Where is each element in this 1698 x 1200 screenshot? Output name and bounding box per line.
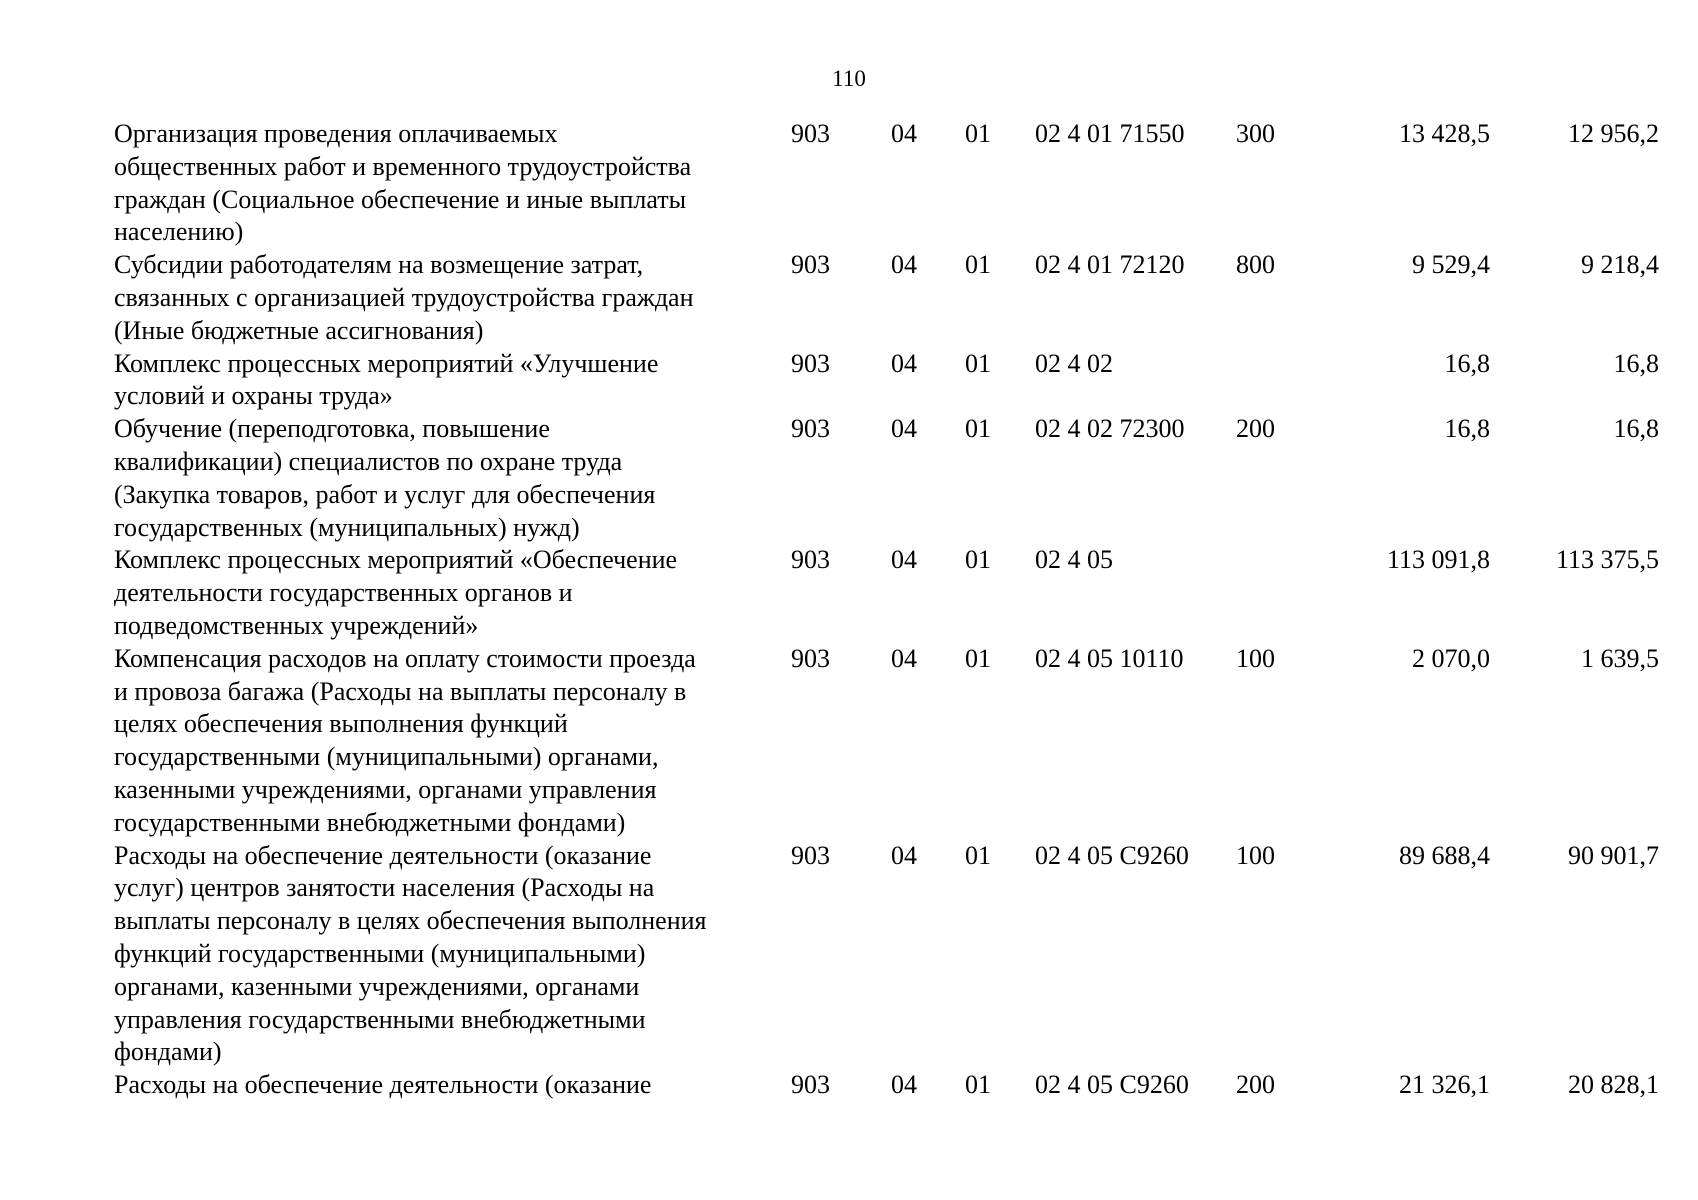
department-code: 903	[791, 414, 830, 444]
section-code: 04	[891, 250, 917, 280]
subsection-code: 01	[965, 643, 991, 673]
row-name: Обучение (переподготовка, повышение квалификации) специалистов по охране труда (Закупка товаров, работ и услуг для обеспечения государственных (муниципальных) нужд)	[114, 414, 656, 542]
row-name: Расходы на обеспечение деятельности (оказание	[114, 1070, 652, 1100]
target-item-code: 02 4 05	[1035, 545, 1113, 575]
amount-year-2: 16,8	[1613, 414, 1659, 444]
target-item-code: 02 4 05 С9260	[1035, 840, 1189, 870]
table-row	[0, 840, 1698, 1070]
section-code: 04	[891, 840, 917, 870]
amount-year-1: 16,8	[1444, 348, 1490, 378]
page-number: 110	[832, 66, 866, 91]
row-name: Расходы на обеспечение деятельности (оказание услуг) центров занятости населения (Расходы на выплаты персоналу в целях обеспечения выполнения функций государственными (муниципальными) органами, казенными учреждениями, органами управления государственными внебюджетными фондами)	[114, 840, 707, 1067]
amount-year-2: 113 375,5	[1555, 545, 1659, 575]
amount-year-2: 20 828,1	[1568, 1070, 1659, 1100]
subsection-code: 01	[965, 1070, 991, 1100]
expense-type-code: 100	[1236, 643, 1275, 673]
expense-type-code: 200	[1236, 414, 1275, 444]
amount-year-2: 12 956,2	[1568, 119, 1659, 148]
amount-year-2: 1 639,5	[1581, 643, 1659, 673]
amount-year-1: 21 326,1	[1399, 1070, 1490, 1100]
subsection-code: 01	[965, 119, 991, 148]
subsection-code: 01	[965, 250, 991, 280]
department-code: 903	[791, 545, 830, 575]
amount-year-1: 16,8	[1444, 414, 1490, 444]
section-code: 04	[891, 119, 917, 148]
table-row	[0, 643, 1698, 840]
expense-type-code: 100	[1236, 840, 1275, 870]
target-item-code: 02 4 05 10110	[1035, 643, 1184, 673]
amount-year-2: 9 218,4	[1581, 250, 1659, 280]
subsection-code: 01	[965, 348, 991, 378]
department-code: 903	[791, 119, 830, 148]
target-item-code: 02 4 01 72120	[1035, 250, 1185, 280]
section-code: 04	[891, 414, 917, 444]
subsection-code: 01	[965, 545, 991, 575]
expense-type-code: 300	[1236, 119, 1275, 148]
table-row	[0, 348, 1698, 414]
row-name: Компенсация расходов на оплату стоимости проезда и провоза багажа (Расходы на выплаты персоналу в целях обеспечения выполнения функций государственными (муниципальными) органами, казенными учреждениями, органами управления государственными внебюджетными фондами)	[114, 643, 696, 837]
expense-type-code: 200	[1236, 1070, 1275, 1100]
expense-type-code: 800	[1236, 250, 1275, 280]
row-name: Субсидии работодателям на возмещение затрат, связанных с организацией трудоустройства граждан (Иные бюджетные ассигнования)	[114, 250, 694, 345]
target-item-code: 02 4 02 72300	[1035, 414, 1185, 444]
table-row	[0, 413, 1698, 544]
table-row	[0, 249, 1698, 347]
amount-year-2: 16,8	[1613, 348, 1659, 378]
section-code: 04	[891, 348, 917, 378]
department-code: 903	[791, 840, 830, 870]
table-row	[0, 1069, 1698, 1102]
subsection-code: 01	[965, 414, 991, 444]
table-row	[0, 118, 1698, 249]
row-name: Комплекс процессных мероприятий «Улучшение условий и охраны труда»	[114, 348, 659, 411]
section-code: 04	[891, 1070, 917, 1100]
amount-year-2: 90 901,7	[1568, 840, 1659, 870]
amount-year-1: 9 529,4	[1412, 250, 1490, 280]
budget-table	[0, 118, 1698, 1102]
department-code: 903	[791, 643, 830, 673]
amount-year-1: 113 091,8	[1386, 545, 1490, 575]
amount-year-1: 13 428,5	[1399, 119, 1490, 148]
section-code: 04	[891, 545, 917, 575]
department-code: 903	[791, 1070, 830, 1100]
amount-year-1: 89 688,4	[1399, 840, 1490, 870]
target-item-code: 02 4 05 С9260	[1035, 1070, 1189, 1100]
target-item-code: 02 4 02	[1035, 348, 1113, 378]
section-code: 04	[891, 643, 917, 673]
target-item-code: 02 4 01 71550	[1035, 119, 1185, 148]
department-code: 903	[791, 250, 830, 280]
subsection-code: 01	[965, 840, 991, 870]
row-name: Организация проведения оплачиваемых общественных работ и временного трудоустройства граждан (Социальное обеспечение и иные выплаты населению)	[114, 119, 692, 247]
amount-year-1: 2 070,0	[1412, 643, 1490, 673]
row-name: Комплекс процессных мероприятий «Обеспечение деятельности государственных органов и подведомственных учреждений»	[114, 545, 678, 640]
table-row	[0, 544, 1698, 642]
department-code: 903	[791, 348, 830, 378]
